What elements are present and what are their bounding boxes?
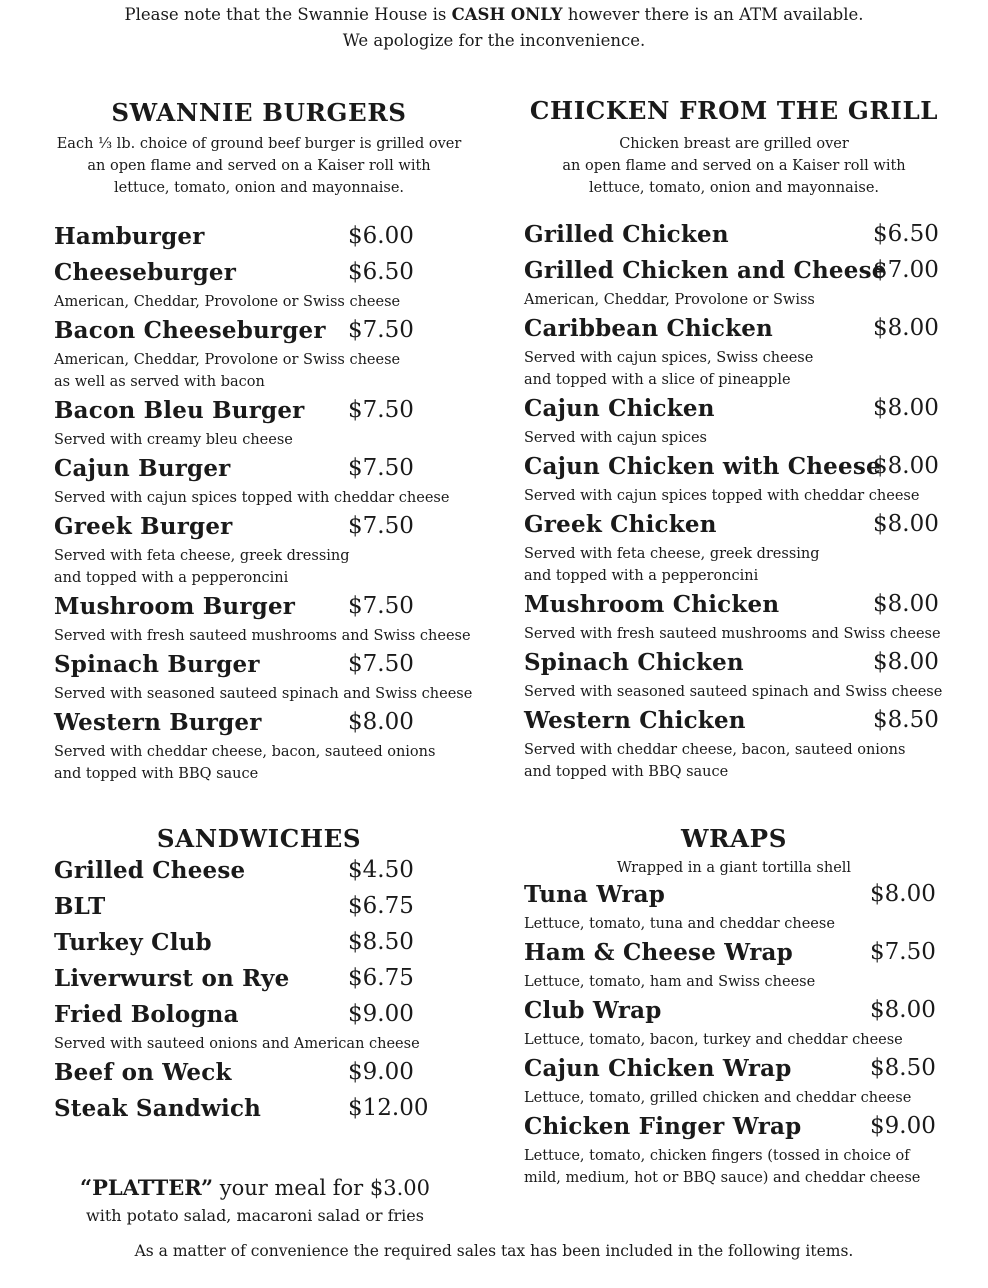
- item-name: Beef on Weck: [54, 1059, 232, 1086]
- item-description-line: Lettuce, tomato, tuna and cheddar cheese: [524, 916, 835, 932]
- item-description-line: and topped with BBQ sauce: [524, 764, 729, 780]
- cash-only-emphasis: CASH ONLY: [451, 5, 563, 24]
- item-price: $8.00: [873, 453, 939, 479]
- item-name: Spinach Chicken: [524, 649, 744, 676]
- platter-label: “PLATTER”: [79, 1175, 214, 1200]
- item-price: $8.50: [873, 707, 939, 733]
- item-description-line: Served with cheddar cheese, bacon, sauteed onions: [54, 744, 436, 760]
- menu-item: [524, 881, 944, 917]
- section-title: SANDWICHES: [156, 824, 362, 853]
- menu-item: [54, 965, 464, 1001]
- sandwiches-section: [54, 824, 464, 1131]
- menu-item: [524, 997, 944, 1033]
- item-price: $7.00: [873, 257, 939, 283]
- item-name: Steak Sandwich: [54, 1095, 262, 1122]
- item-price: $7.50: [348, 593, 414, 619]
- item-name: Bacon Bleu Burger: [54, 397, 305, 424]
- item-description-line: and topped with a pepperoncini: [524, 568, 759, 584]
- item-price: $6.75: [348, 893, 414, 919]
- item-name: Tuna Wrap: [524, 881, 666, 908]
- item-price: $8.00: [873, 395, 939, 421]
- chicken-section: [524, 96, 944, 787]
- item-description-line: Served with feta cheese, greek dressing: [524, 546, 820, 562]
- item-price: $9.00: [870, 1113, 936, 1139]
- item-description-line: mild, medium, hot or BBQ sauce) and cheddar cheese: [524, 1170, 921, 1186]
- item-name: Western Burger: [54, 709, 262, 736]
- item-price: $8.00: [870, 881, 936, 907]
- item-name: Chicken Finger Wrap: [524, 1113, 802, 1140]
- item-name: Caribbean Chicken: [524, 315, 773, 342]
- item-description-line: and topped with a pepperoncini: [54, 570, 289, 586]
- menu-item: [54, 513, 464, 549]
- item-name: Grilled Cheese: [54, 857, 246, 884]
- wraps-section: [524, 824, 944, 1193]
- item-description-line: and topped with a slice of pineapple: [524, 372, 791, 388]
- item-name: Cajun Burger: [54, 455, 231, 482]
- item-description: [524, 543, 944, 587]
- menu-item: [524, 453, 944, 489]
- item-description: [54, 545, 464, 589]
- item-price: $7.50: [348, 513, 414, 539]
- section-description: Chicken breast are grilled over an open flame and served on a Kaiser roll with lettuce, tomato, onion and mayonnaise.: [562, 136, 906, 196]
- item-price: $9.00: [348, 1059, 414, 1085]
- menu-item: [54, 929, 464, 965]
- menu-item: [524, 591, 944, 627]
- platter-offer: “PLATTER” your meal for $3.00 with potato salad, macaroni salad or fries: [79, 1175, 430, 1225]
- item-name: Greek Chicken: [524, 511, 717, 538]
- menu-list: [524, 881, 944, 1189]
- item-price: $12.00: [348, 1095, 429, 1121]
- item-price: $7.50: [348, 317, 414, 343]
- item-price: $6.50: [873, 221, 939, 247]
- cash-only-notice: [0, 2, 988, 54]
- item-name: Cajun Chicken Wrap: [524, 1055, 792, 1082]
- item-name: Greek Burger: [54, 513, 233, 540]
- item-name: BLT: [54, 893, 106, 920]
- item-description-line: Served with cajun spices topped with cheddar cheese: [54, 490, 450, 506]
- menu-list: [524, 221, 944, 783]
- menu-item: [524, 1113, 944, 1149]
- item-description-line: Served with creamy bleu cheese: [54, 432, 293, 448]
- item-description-line: Served with sauteed onions and American cheese: [54, 1036, 420, 1052]
- item-name: Western Chicken: [524, 707, 746, 734]
- item-price: $8.00: [873, 511, 939, 537]
- notice-line-2: We apologize for the inconvenience.: [342, 31, 646, 50]
- menu-item: [54, 893, 464, 929]
- menu-item: [524, 649, 944, 685]
- item-price: $8.50: [348, 929, 414, 955]
- item-price: $8.00: [873, 591, 939, 617]
- item-description-line: Served with seasoned sauteed spinach and Swiss cheese: [524, 684, 943, 700]
- menu-item: [524, 257, 944, 293]
- item-description-line: American, Cheddar, Provolone or Swiss cheese: [54, 294, 401, 310]
- item-price: $9.00: [348, 1001, 414, 1027]
- item-description: [524, 1145, 944, 1189]
- item-name: Grilled Chicken: [524, 221, 729, 248]
- item-name: Grilled Chicken and Cheese: [524, 257, 887, 284]
- item-price: $6.75: [348, 965, 414, 991]
- item-description-line: Lettuce, tomato, grilled chicken and cheddar cheese: [524, 1090, 912, 1106]
- section-description: Each ⅓ lb. choice of ground beef burger is grilled over an open flame and served on a Kaiser roll with lettuce, tomato, onion and mayonnaise.: [56, 136, 462, 196]
- menu-item: [54, 709, 464, 745]
- item-description-line: as well as served with bacon: [54, 374, 265, 390]
- menu-item: [524, 315, 944, 351]
- item-price: $7.50: [870, 939, 936, 965]
- item-name: Club Wrap: [524, 997, 662, 1024]
- item-description-line: Served with fresh sauteed mushrooms and Swiss cheese: [524, 626, 941, 642]
- item-price: $7.50: [348, 397, 414, 423]
- menu-item: [54, 1001, 464, 1037]
- item-name: Ham & Cheese Wrap: [524, 939, 793, 966]
- menu-item: [54, 223, 464, 259]
- menu-item: [54, 455, 464, 491]
- item-description: [524, 347, 944, 391]
- item-description-line: and topped with BBQ sauce: [54, 766, 259, 782]
- item-price: $7.50: [348, 455, 414, 481]
- item-name: Cajun Chicken with Cheese: [524, 453, 881, 480]
- item-name: Liverwurst on Rye: [54, 965, 290, 992]
- item-description-line: Served with cajun spices, Swiss cheese: [524, 350, 814, 366]
- item-description-line: Lettuce, tomato, bacon, turkey and cheddar cheese: [524, 1032, 903, 1048]
- menu-item: [524, 221, 944, 257]
- menu-item: [524, 707, 944, 743]
- item-price: $6.50: [348, 259, 414, 285]
- item-name: Bacon Cheeseburger: [54, 317, 326, 344]
- item-description-line: Served with cheddar cheese, bacon, sauteed onions: [524, 742, 906, 758]
- item-name: Mushroom Burger: [54, 593, 296, 620]
- item-name: Fried Bologna: [54, 1001, 239, 1028]
- item-description: [54, 741, 464, 785]
- item-price: $8.00: [870, 997, 936, 1023]
- item-price: $4.50: [348, 857, 414, 883]
- item-price: $8.50: [870, 1055, 936, 1081]
- item-description-line: Served with cajun spices: [524, 430, 707, 446]
- menu-item: [54, 1059, 464, 1095]
- item-name: Hamburger: [54, 223, 205, 250]
- menu-item: [524, 395, 944, 431]
- item-description-line: Served with cajun spices topped with cheddar cheese: [524, 488, 920, 504]
- notice-line-1: Please note that the Swannie House is CASH ONLY however there is an ATM available.: [124, 5, 864, 24]
- item-description: [54, 349, 464, 393]
- item-price: $8.00: [873, 649, 939, 675]
- item-description-line: Served with seasoned sauteed spinach and Swiss cheese: [54, 686, 473, 702]
- section-description: Wrapped in a giant tortilla shell: [616, 860, 852, 876]
- item-name: Cheeseburger: [54, 259, 237, 286]
- menu-item: [54, 317, 464, 353]
- menu-item: [54, 259, 464, 295]
- item-description-line: Lettuce, tomato, ham and Swiss cheese: [524, 974, 816, 990]
- item-name: Mushroom Chicken: [524, 591, 780, 618]
- menu-item: [54, 593, 464, 629]
- item-description-line: Served with feta cheese, greek dressing: [54, 548, 350, 564]
- section-title: CHICKEN FROM THE GRILL: [529, 96, 939, 125]
- item-name: Turkey Club: [54, 929, 212, 956]
- item-name: Spinach Burger: [54, 651, 260, 678]
- menu-item: [54, 1095, 464, 1131]
- item-description-line: American, Cheddar, Provolone or Swiss cheese: [54, 352, 401, 368]
- item-description-line: Lettuce, tomato, chicken fingers (tossed in choice of: [524, 1148, 910, 1164]
- menu-item: [524, 1055, 944, 1091]
- menu-item: [524, 511, 944, 547]
- sales-tax-note: As a matter of convenience the required sales tax has been included in the following items.: [134, 1242, 854, 1260]
- item-name: Cajun Chicken: [524, 395, 715, 422]
- item-price: $6.00: [348, 223, 414, 249]
- menu-item: [54, 397, 464, 433]
- item-description-line: Served with fresh sauteed mushrooms and Swiss cheese: [54, 628, 471, 644]
- section-title: WRAPS: [680, 824, 787, 853]
- item-price: $8.00: [873, 315, 939, 341]
- item-description-line: American, Cheddar, Provolone or Swiss: [524, 292, 815, 308]
- menu-item: [54, 651, 464, 687]
- item-description: [524, 739, 944, 783]
- menu-list: [54, 857, 464, 1131]
- menu-item: [524, 939, 944, 975]
- burgers-section: [54, 98, 473, 789]
- section-title: SWANNIE BURGERS: [111, 98, 407, 127]
- item-price: $7.50: [348, 651, 414, 677]
- menu-list: [54, 223, 473, 785]
- item-price: $8.00: [348, 709, 414, 735]
- menu-item: [54, 857, 464, 893]
